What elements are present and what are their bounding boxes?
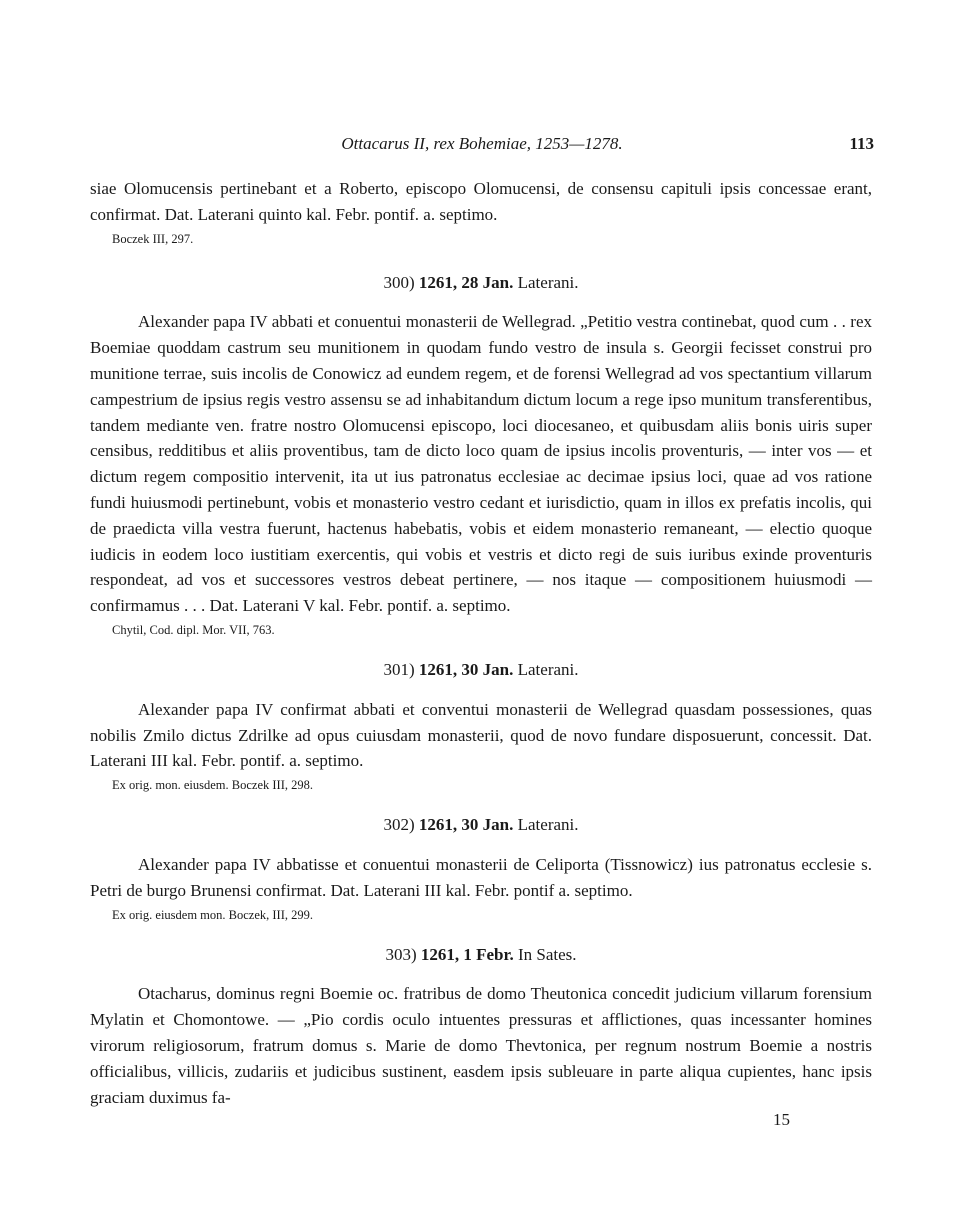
entry-text-302: Alexander papa IV abbatisse et conuentui monasterii de Celiporta (Tissnowicz) ius patronatus ecclesie s. Petri de burgo Brunensi confirmat. Dat. Laterani III kal. Febr. pontif a. septimo. (90, 854, 872, 900)
entry-heading-301 (90, 657, 872, 683)
entry-source-301: Ex orig. mon. eiusdem. Boczek III, 298. (112, 778, 313, 793)
entry-date: 1261, 28 (418, 272, 479, 292)
entry-month: Febr. (476, 944, 514, 964)
entry-date: 1261, 1 (420, 944, 472, 964)
page-number: 113 (849, 134, 874, 153)
page-content (90, 176, 872, 1130)
entry-number: 302) (383, 815, 415, 835)
entry-heading-303 (90, 942, 872, 968)
entry-text-303: Otacharus, dominus regni Boemie oc. fratribus de domo Theutonica concedit judicium villarum forensium Mylatin et Chomontowe. — „Pio cordis oculo intuentes pressuras et afflictiones, quas incessanter homines virorum religiosorum, fratrum domus s. Marie de domo Thevtonica, per regnum nostrum Boemie a nostris officialibus, villicis, zudariis et judicibus sustinent, easdem ipsis subleuare in parte aliqua cupientes, hanc ipsis graciam duximus fa- (90, 984, 872, 1107)
entry-source-302: Ex orig. eiusdem mon. Boczek, III, 299. (112, 907, 313, 922)
entry-number: 300) (383, 272, 415, 292)
entry-text-300: Alexander papa IV abbati et conuentui monasterii de Wellegrad. „Petitio vestra continebat, quod cum . . rex Boemiae quoddam castrum seu munitionem in quodam fundo vestro de insula s. Georgii fecisset construi pro munitione terrae, suis incolis de Conowicz ad eundem regem, et de forensi Wellegrad ad vos spectantium villarum campestrium de ipsius regis vestro assensu se ad inhabitandum dictum locum a rege ipso munitum transferentibus, tandem mediante ven. fratre nostro Olomucensi episcopo, loci diocesaneo, et quibusdam aliis bonis uiris super censibus, redditibus et aliis proventibus, tam de dicto loco quam de ipsius incolis proventuris, — inter vos — et dictum regem compositio intervenit, ita ut ius patronatus ecclesiae ac decimae ipsius loci, quae ad vos ratione fundi huiusmodi pertinebunt, vobis et monasterio vestro cedant et iurisdictio, quam in illos ex prefatis incolis, qui de praedicta villa vestra fuerunt, hactenus habebatis, vobis et eidem monasterio remaneant, — electio quoque iudicis in eodem loco iustitiam exercentis, qui vobis et vestris et dicto regi de suis iuribus exinde proventuris respondeat, ad vos et successores vestros debeat pertinere, — nos itaque — compositionem huiusmodi — confirmamus . . . Dat. Laterani V kal. Febr. pontif. a. septimo. (90, 312, 872, 616)
signature-mark: 15 (773, 1110, 790, 1130)
entry-month: Jan. (482, 815, 514, 835)
entry-place: Laterani. (517, 272, 579, 292)
entry-month: Jan. (482, 659, 514, 679)
entry-text-301: Alexander papa IV confirmat abbati et conventui monasterii de Wellegrad quasdam possessiones, quas nobilis Zmilo dictus Zdrilke ad opus cuiusdam monasterii, quod de novo fundare disposuerunt, concessit. Dat. Laterani III kal. Febr. pontif. a. septimo. (90, 699, 872, 771)
entry-date: 1261, 30 (418, 659, 479, 679)
entry-date: 1261, 30 (418, 815, 479, 835)
intro-source: Boczek III, 297. (112, 231, 194, 246)
entry-source-300: Chytil, Cod. dipl. Mor. VII, 763. (112, 622, 275, 637)
entry-number: 303) (385, 944, 417, 964)
entry-number: 301) (383, 659, 415, 679)
page-header (90, 134, 874, 158)
entry-place: Laterani. (517, 659, 579, 679)
running-title: Ottacarus II, rex Bohemiae, 1253—1278. (341, 134, 623, 153)
intro-text: siae Olomucensis pertinebant et a Roberto, episcopo Olomucensi, de consensu capituli ipsis concessae erant, confirmat. Dat. Laterani quinto kal. Febr. pontif. a. septimo. (90, 179, 872, 224)
entry-place: Laterani. (517, 815, 579, 835)
entry-place: In Sates. (518, 944, 577, 964)
entry-heading-302 (90, 812, 872, 838)
entry-heading-300 (90, 270, 872, 296)
entry-month: Jan. (482, 272, 514, 292)
